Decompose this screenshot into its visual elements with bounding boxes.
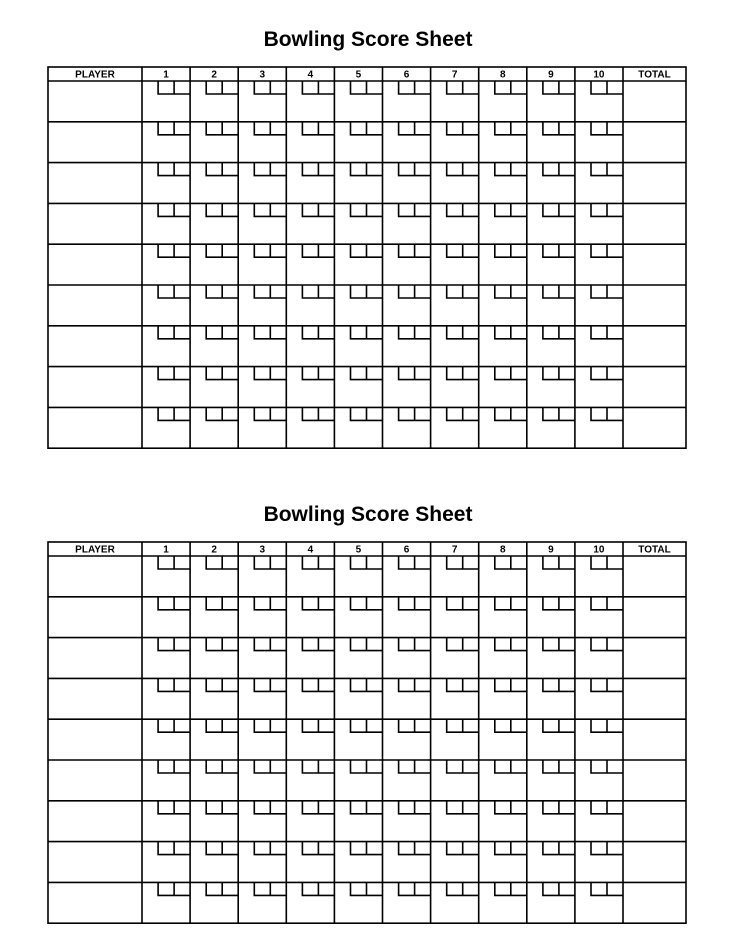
frame-score-cell[interactable] [239, 693, 285, 718]
player-name-cell[interactable] [49, 639, 141, 678]
frame-score-cell[interactable] [576, 775, 622, 800]
frame-score-cell[interactable] [480, 612, 526, 637]
frame-score-cell[interactable] [576, 734, 622, 759]
frame-header-5: 5 [355, 69, 362, 81]
frame-score-cell[interactable] [239, 857, 285, 882]
frame-score-cell[interactable] [191, 612, 237, 637]
frame-header-9: 9 [548, 544, 554, 556]
frame-score-cell[interactable] [143, 693, 189, 718]
frame-score-cell[interactable] [143, 653, 189, 678]
frame-score-cell[interactable] [191, 571, 237, 596]
frame-header-7: 7 [451, 69, 458, 81]
frame-score-cell[interactable] [191, 693, 237, 718]
frame-score-cell[interactable] [287, 653, 333, 678]
player-row [49, 760, 685, 800]
frame-score-cell[interactable] [143, 857, 189, 882]
frame-score-cell[interactable] [528, 734, 574, 759]
total-cell[interactable] [624, 883, 685, 922]
sheet-title: Bowling Score Sheet [263, 28, 473, 51]
frame-score-cell[interactable] [191, 775, 237, 800]
frame-header-10: 10 [593, 69, 605, 81]
frame-score-cell[interactable] [576, 897, 622, 922]
total-cell[interactable] [624, 802, 685, 841]
frame-score-cell[interactable] [239, 734, 285, 759]
frame-score-cell[interactable] [335, 857, 381, 882]
frame-score-cell[interactable] [287, 571, 333, 596]
total-header: TOTAL [638, 544, 671, 556]
frame-score-cell[interactable] [287, 857, 333, 882]
frame-score-cell[interactable] [191, 816, 237, 841]
frame-header-6: 6 [403, 69, 410, 81]
total-cell[interactable] [624, 639, 685, 678]
frame-score-cell[interactable] [335, 693, 381, 718]
player-row [49, 678, 685, 718]
player-row [49, 556, 685, 596]
frame-score-cell[interactable] [143, 734, 189, 759]
total-cell[interactable] [624, 843, 685, 882]
total-header: TOTAL [638, 69, 671, 81]
player-name-cell[interactable] [49, 557, 141, 596]
frame-score-cell[interactable] [143, 612, 189, 637]
frame-score-cell[interactable] [287, 612, 333, 637]
frame-score-cell[interactable] [576, 857, 622, 882]
frame-score-cell[interactable] [576, 612, 622, 637]
frame-score-cell[interactable] [528, 775, 574, 800]
frame-score-cell[interactable] [480, 816, 526, 841]
frame-header-5: 5 [355, 544, 362, 556]
player-name-cell[interactable] [49, 761, 141, 800]
frame-score-cell[interactable] [191, 857, 237, 882]
total-cell[interactable] [624, 761, 685, 800]
frame-score-cell[interactable] [576, 816, 622, 841]
player-name-cell[interactable] [49, 720, 141, 759]
total-cell[interactable] [624, 679, 685, 718]
total-cell[interactable] [624, 557, 685, 596]
total-cell[interactable] [624, 598, 685, 637]
frame-score-cell[interactable] [528, 612, 574, 637]
frame-score-cell[interactable] [432, 653, 478, 678]
frame-header-8: 8 [499, 69, 506, 81]
frame-header-4: 4 [307, 544, 314, 556]
frame-score-cell[interactable] [335, 734, 381, 759]
player-row [49, 882, 685, 922]
player-name-cell[interactable] [49, 598, 141, 637]
frame-score-cell[interactable] [239, 571, 285, 596]
frame-score-cell[interactable] [335, 897, 381, 922]
frame-score-cell[interactable] [480, 897, 526, 922]
frame-score-cell[interactable] [480, 734, 526, 759]
frame-score-cell[interactable] [480, 653, 526, 678]
frame-score-cell[interactable] [143, 897, 189, 922]
frame-header-9: 9 [548, 69, 554, 81]
frame-score-cell[interactable] [384, 571, 430, 596]
frame-score-cell[interactable] [384, 693, 430, 718]
player-name-cell[interactable] [49, 679, 141, 718]
frame-score-cell[interactable] [239, 653, 285, 678]
player-row [49, 719, 685, 759]
frame-header-10: 10 [593, 544, 605, 556]
player-name-cell[interactable] [49, 843, 141, 882]
frame-score-cell[interactable] [191, 653, 237, 678]
frame-score-cell[interactable] [239, 775, 285, 800]
frame-score-cell[interactable] [384, 612, 430, 637]
player-header: PLAYER [75, 544, 115, 556]
frame-header-2: 2 [211, 69, 217, 81]
frame-score-cell[interactable] [528, 693, 574, 718]
frame-header-1: 1 [163, 544, 169, 556]
frame-score-cell[interactable] [432, 857, 478, 882]
frame-score-cell[interactable] [528, 816, 574, 841]
player-row [49, 842, 685, 882]
frame-score-cell[interactable] [335, 653, 381, 678]
frame-score-cell[interactable] [143, 775, 189, 800]
frame-score-cell[interactable] [384, 653, 430, 678]
frame-score-cell[interactable] [239, 816, 285, 841]
frame-score-cell[interactable] [432, 775, 478, 800]
sheet-title: Bowling Score Sheet [263, 503, 473, 526]
frame-score-cell[interactable] [335, 612, 381, 637]
frame-score-cell[interactable] [576, 693, 622, 718]
frame-score-cell[interactable] [384, 775, 430, 800]
frame-score-cell[interactable] [384, 897, 430, 922]
total-cell[interactable] [624, 720, 685, 759]
frame-score-cell[interactable] [480, 693, 526, 718]
frame-header-1: 1 [163, 69, 169, 81]
frame-score-cell[interactable] [287, 734, 333, 759]
frame-header-2: 2 [211, 544, 217, 556]
player-row [49, 638, 685, 678]
frame-score-cell[interactable] [335, 571, 381, 596]
frame-header-7: 7 [451, 544, 458, 556]
frame-score-cell[interactable] [335, 816, 381, 841]
frame-score-cell[interactable] [191, 734, 237, 759]
frame-score-cell[interactable] [432, 612, 478, 637]
frame-score-cell[interactable] [432, 571, 478, 596]
frame-score-cell[interactable] [384, 816, 430, 841]
frame-score-cell[interactable] [576, 571, 622, 596]
frame-score-cell[interactable] [528, 653, 574, 678]
frame-score-cell[interactable] [528, 897, 574, 922]
player-row [49, 597, 685, 637]
frame-score-cell[interactable] [239, 612, 285, 637]
frame-score-cell[interactable] [432, 734, 478, 759]
player-name-cell[interactable] [49, 883, 141, 922]
frame-score-cell[interactable] [384, 857, 430, 882]
frame-score-cell[interactable] [432, 816, 478, 841]
frame-score-cell[interactable] [143, 571, 189, 596]
frame-score-cell[interactable] [528, 571, 574, 596]
frame-header-3: 3 [259, 544, 266, 556]
frame-score-cell[interactable] [480, 775, 526, 800]
frame-header-3: 3 [259, 69, 266, 81]
frame-score-cell[interactable] [287, 816, 333, 841]
frame-score-cell[interactable] [432, 693, 478, 718]
frame-score-cell[interactable] [287, 775, 333, 800]
player-row [49, 801, 685, 841]
frame-score-cell[interactable] [143, 816, 189, 841]
player-header: PLAYER [75, 69, 115, 81]
frame-score-cell[interactable] [576, 653, 622, 678]
frame-score-cell[interactable] [287, 693, 333, 718]
player-name-cell[interactable] [49, 802, 141, 841]
frame-header-4: 4 [307, 69, 314, 81]
frame-score-cell[interactable] [528, 857, 574, 882]
frame-header-6: 6 [403, 544, 410, 556]
frame-score-cell[interactable] [480, 857, 526, 882]
frame-score-cell[interactable] [480, 571, 526, 596]
frame-score-cell[interactable] [287, 897, 333, 922]
frame-score-cell[interactable] [191, 897, 237, 922]
frame-score-cell[interactable] [335, 775, 381, 800]
frame-header-8: 8 [499, 544, 506, 556]
frame-score-cell[interactable] [432, 897, 478, 922]
frame-score-cell[interactable] [239, 897, 285, 922]
frame-score-cell[interactable] [384, 734, 430, 759]
